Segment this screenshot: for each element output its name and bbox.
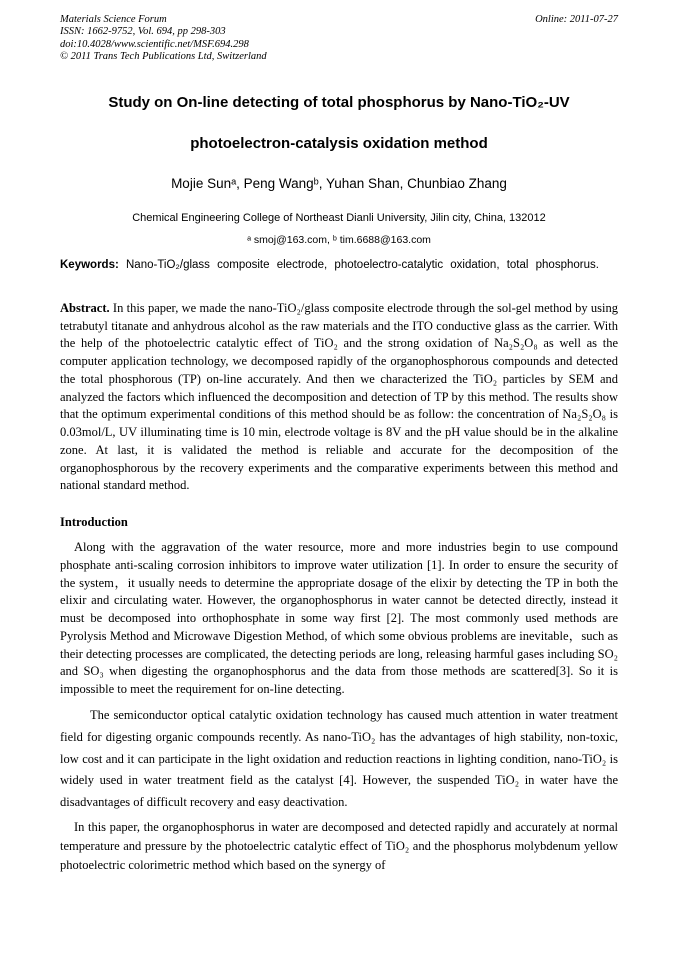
paper-title-line-2: photoelectron-catalysis oxidation method	[190, 134, 488, 152]
online-date: Online: 2011-07-27	[535, 14, 618, 25]
keywords-label: Keywords:	[60, 258, 119, 271]
issn-volume-pages: ISSN: 1662-9752, Vol. 694, pp 298-303	[60, 26, 226, 38]
affiliation-line: Chemical Engineering College of Northeast Dianli University, Jilin city, China, 132012	[132, 211, 546, 224]
paper-title	[60, 94, 618, 152]
paper-title-line-1: Study on On-line detecting of total phosphorus by Nano-TiO₂-UV	[108, 93, 570, 111]
intro-paragraph-3: In this paper, the organophosphorus in water are decomposed and detected rapidly and accurately at normal temperature and pressure by the photoelectric catalytic effect of TiO₂ and the phosphorus molybdenum yellow photoelectric colorimetric method which based on the synergy of	[60, 820, 618, 872]
intro-paragraph-2: The semiconductor optical catalytic oxidation technology has caused much attention in water treatment field for digesting organic compounds recently. As nano-TiO₂ has the advantages of high stability, non-toxic, low cost and it can participate in the light oxidation and reduction reactions in lighting condition, nano-TiO₂ is widely used in water treatment field as the catalyst [4]. However, the suspended TiO₂ in water have the disadvantages of difficult recovery and easy deactivation.	[60, 707, 618, 810]
publication-header	[60, 14, 618, 64]
author-emails: ᵃ smoj@163.com, ᵇ tim.6688@163.com	[247, 233, 431, 246]
doi-line: doi:10.4028/www.scientific.net/MSF.694.298	[60, 38, 249, 50]
abstract-text: In this paper, we made the nano-TiO₂/glass composite electrode through the sol-gel method by using tetrabutyl titanate and anhydrous alcohol as the raw materials and the ITO conductive glass as the carrier. With the help of the photoelectric catalytic effect of TiO₂ and the strong oxidation of Na₂S₂O₈ as well as the computer application technology, we decomposed rapidly of the organophosphorous compounds and detected the total phosphorous (TP) on-line accurately. And then we characterized the TiO₂ particles by SEM and analyzed the factors which influenced the decomposition and detection of TP by this method. The results show that the optimum experimental conditions of this method should be as follow: the concentration of Na₂S₂O₈ is 0.03mol/L, UV illuminating time is 10 min, electrode voltage is 8V and the pH value should be in the alkaline zone. At last, it is validated the method is reliable and accurate for the decomposition of the organophosphorous by the recovery experiments and the comparative experiments between this method and national standard method.	[60, 300, 618, 493]
copyright-line: © 2011 Trans Tech Publications Ltd, Switzerland	[60, 51, 267, 63]
authors-line: Mojie Sunᵃ, Peng Wangᵇ, Yuhan Shan, Chunbiao Zhang	[171, 175, 507, 191]
abstract-label: Abstract.	[60, 300, 110, 315]
abstract-paragraph	[60, 300, 618, 495]
publication-info	[60, 14, 267, 64]
keywords-paragraph	[60, 257, 618, 274]
journal-name: Materials Science Forum	[60, 14, 167, 25]
section-heading-introduction: Introduction	[60, 515, 128, 529]
intro-paragraph-1: Along with the aggravation of the water resource, more and more industries begin to use compound phosphate anti-scaling corrosion inhibitors to improve water utilization [1]. In order to ensure the security of the system，it usually needs to determine the appropriate dosage of the elixir by detecting the TP in both the elixir and circulating water. However, the organophosphorus in water cannot be detected directly, instead it must be decomposed into orthophosphate in some way first [2]. The most commonly used methods are Pyrolysis Method and Microwave Digestion Method, of which some obvious problems are inevitable，such as their detecting processes are complicated, the detecting periods are long, releasing harmful gases including SO₂ and SO₃ when digesting the organophosphorus and the data from those methods are scattered[3]. So it is impossible to meet the requirement for on-line detecting.	[60, 540, 618, 696]
keywords-text: Nano-TiO₂/glass composite electrode, photoelectro-catalytic oxidation, total phosphorus.	[118, 258, 599, 271]
